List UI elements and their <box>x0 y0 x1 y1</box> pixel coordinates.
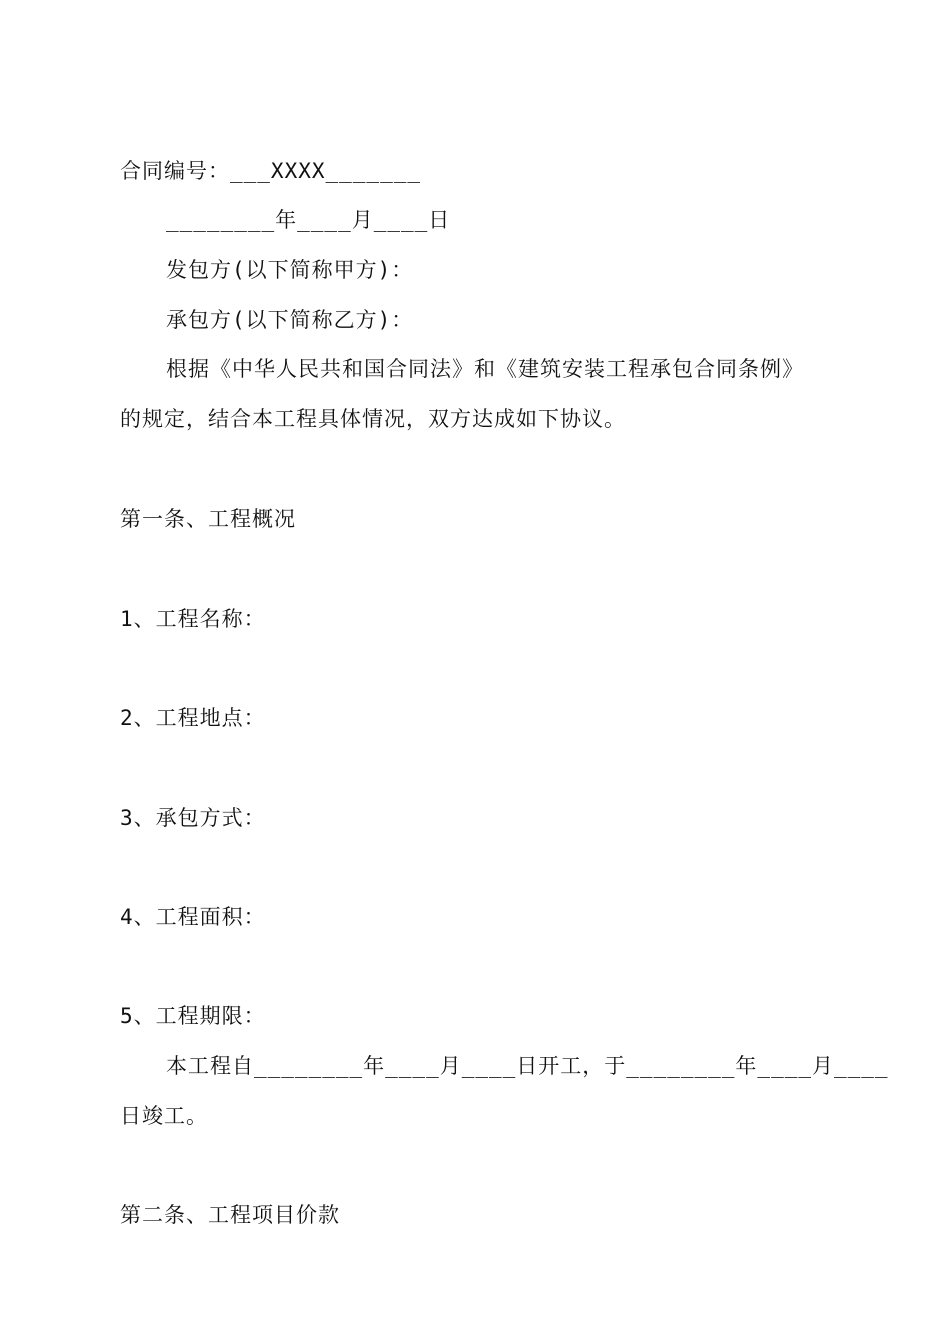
contract-date-line: ________年____月____日 <box>166 208 451 232</box>
period-line-2: 日竣工。 <box>120 1104 208 1128</box>
project-location-item: 2、工程地点： <box>120 706 266 730</box>
article-2-heading: 第二条、工程项目价款 <box>120 1203 340 1227</box>
project-area-item: 4、工程面积： <box>120 905 266 929</box>
contract-method-item: 3、承包方式： <box>120 806 266 830</box>
contract-number: 合同编号：___XXXX_______ <box>120 159 422 183</box>
preamble-line-2: 的规定，结合本工程具体情况，双方达成如下协议。 <box>120 407 626 431</box>
party-a-line: 发包方(以下简称甲方)： <box>166 258 414 282</box>
preamble-line-1: 根据《中华人民共和国合同法》和《建筑安装工程承包合同条例》 <box>166 357 804 381</box>
article-1-heading: 第一条、工程概况 <box>120 507 296 531</box>
party-b-line: 承包方(以下简称乙方)： <box>166 308 414 332</box>
period-line-1: 本工程自________年____月____日开工，于________年____月____ <box>166 1054 889 1078</box>
project-period-item: 5、工程期限： <box>120 1004 266 1028</box>
project-name-item: 1、工程名称： <box>120 607 266 631</box>
